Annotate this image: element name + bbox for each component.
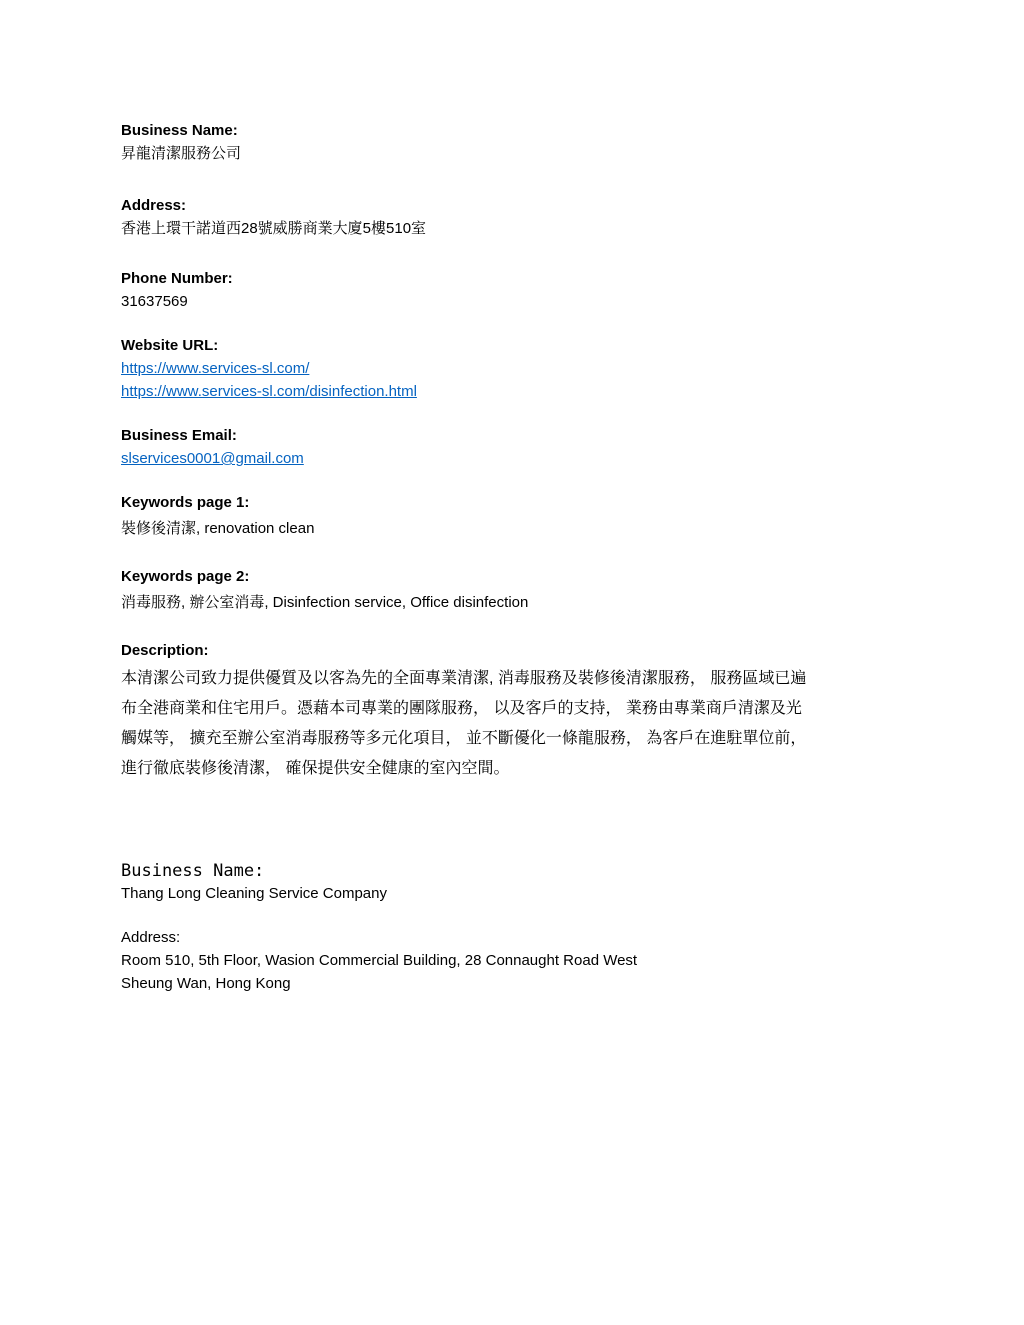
website-url-link-home[interactable]: https://www.services-sl.com/ — [121, 360, 310, 377]
zh-business-name-label: Business Name: — [121, 122, 238, 139]
keywords-page1-value: 裝修後清潔, renovation clean — [121, 520, 315, 537]
zh-website-section — [121, 335, 921, 403]
zh-keywords2-section — [121, 566, 921, 614]
keywords-page1-label: Keywords page 1: — [121, 494, 250, 511]
description-text — [121, 664, 911, 784]
en-address-section — [121, 927, 921, 995]
description-line: 進行徹底裝修後清潔， 確保提供安全健康的室內空間。 — [121, 760, 510, 777]
zh-email-section — [121, 425, 921, 470]
zh-address-section — [121, 195, 921, 240]
zh-business-name-value: 昇龍清潔服務公司 — [121, 145, 242, 162]
zh-website-label: Website URL: — [121, 337, 219, 354]
en-business-name-value: Thang Long Cleaning Service Company — [121, 885, 387, 902]
keywords-page2-value: 消毒服務, 辦公室消毒, Disinfection service, Office disinfection — [121, 594, 529, 611]
zh-phone-label: Phone Number: — [121, 270, 233, 287]
zh-email-label: Business Email: — [121, 427, 237, 444]
zh-address-label: Address: — [121, 197, 187, 214]
zh-keywords1-section — [121, 492, 921, 540]
zh-business-name-section — [121, 120, 921, 165]
description-line: 觸媒等， 擴充至辦公室消毒服務等多元化項目， 並不斷優化一條龍服務， 為客戶在進駐單位前， — [121, 730, 807, 747]
zh-phone-section — [121, 268, 921, 313]
website-url-link-disinfection[interactable]: https://www.services-sl.com/disinfection.html — [121, 383, 417, 400]
en-business-name-label: Business Name: — [121, 861, 265, 881]
zh-description-section — [121, 640, 921, 784]
document-page — [121, 120, 921, 995]
description-label: Description: — [121, 642, 209, 659]
description-line: 布全港商業和住宅用戶。憑藉本司專業的團隊服務， 以及客戶的支持， 業務由專業商戶清潔及光 — [121, 700, 802, 717]
description-line: 本清潔公司致力提供優質及以客為先的全面專業清潔, 消毒服務及裝修後清潔服務， 服務區域已遍 — [121, 670, 807, 687]
en-address-line: Room 510, 5th Floor, Wasion Commercial Building, 28 Connaught Road West — [121, 952, 638, 969]
en-business-name-section — [121, 860, 921, 905]
zh-phone-value: 31637569 — [121, 293, 188, 310]
en-address-line: Sheung Wan, Hong Kong — [121, 975, 291, 992]
keywords-page2-label: Keywords page 2: — [121, 568, 250, 585]
en-address-label: Address: — [121, 929, 181, 946]
zh-address-value: 香港上環干諾道西28號威勝商業大廈5樓510室 — [121, 220, 427, 237]
business-email-link[interactable]: slservices0001@gmail.com — [121, 450, 304, 467]
